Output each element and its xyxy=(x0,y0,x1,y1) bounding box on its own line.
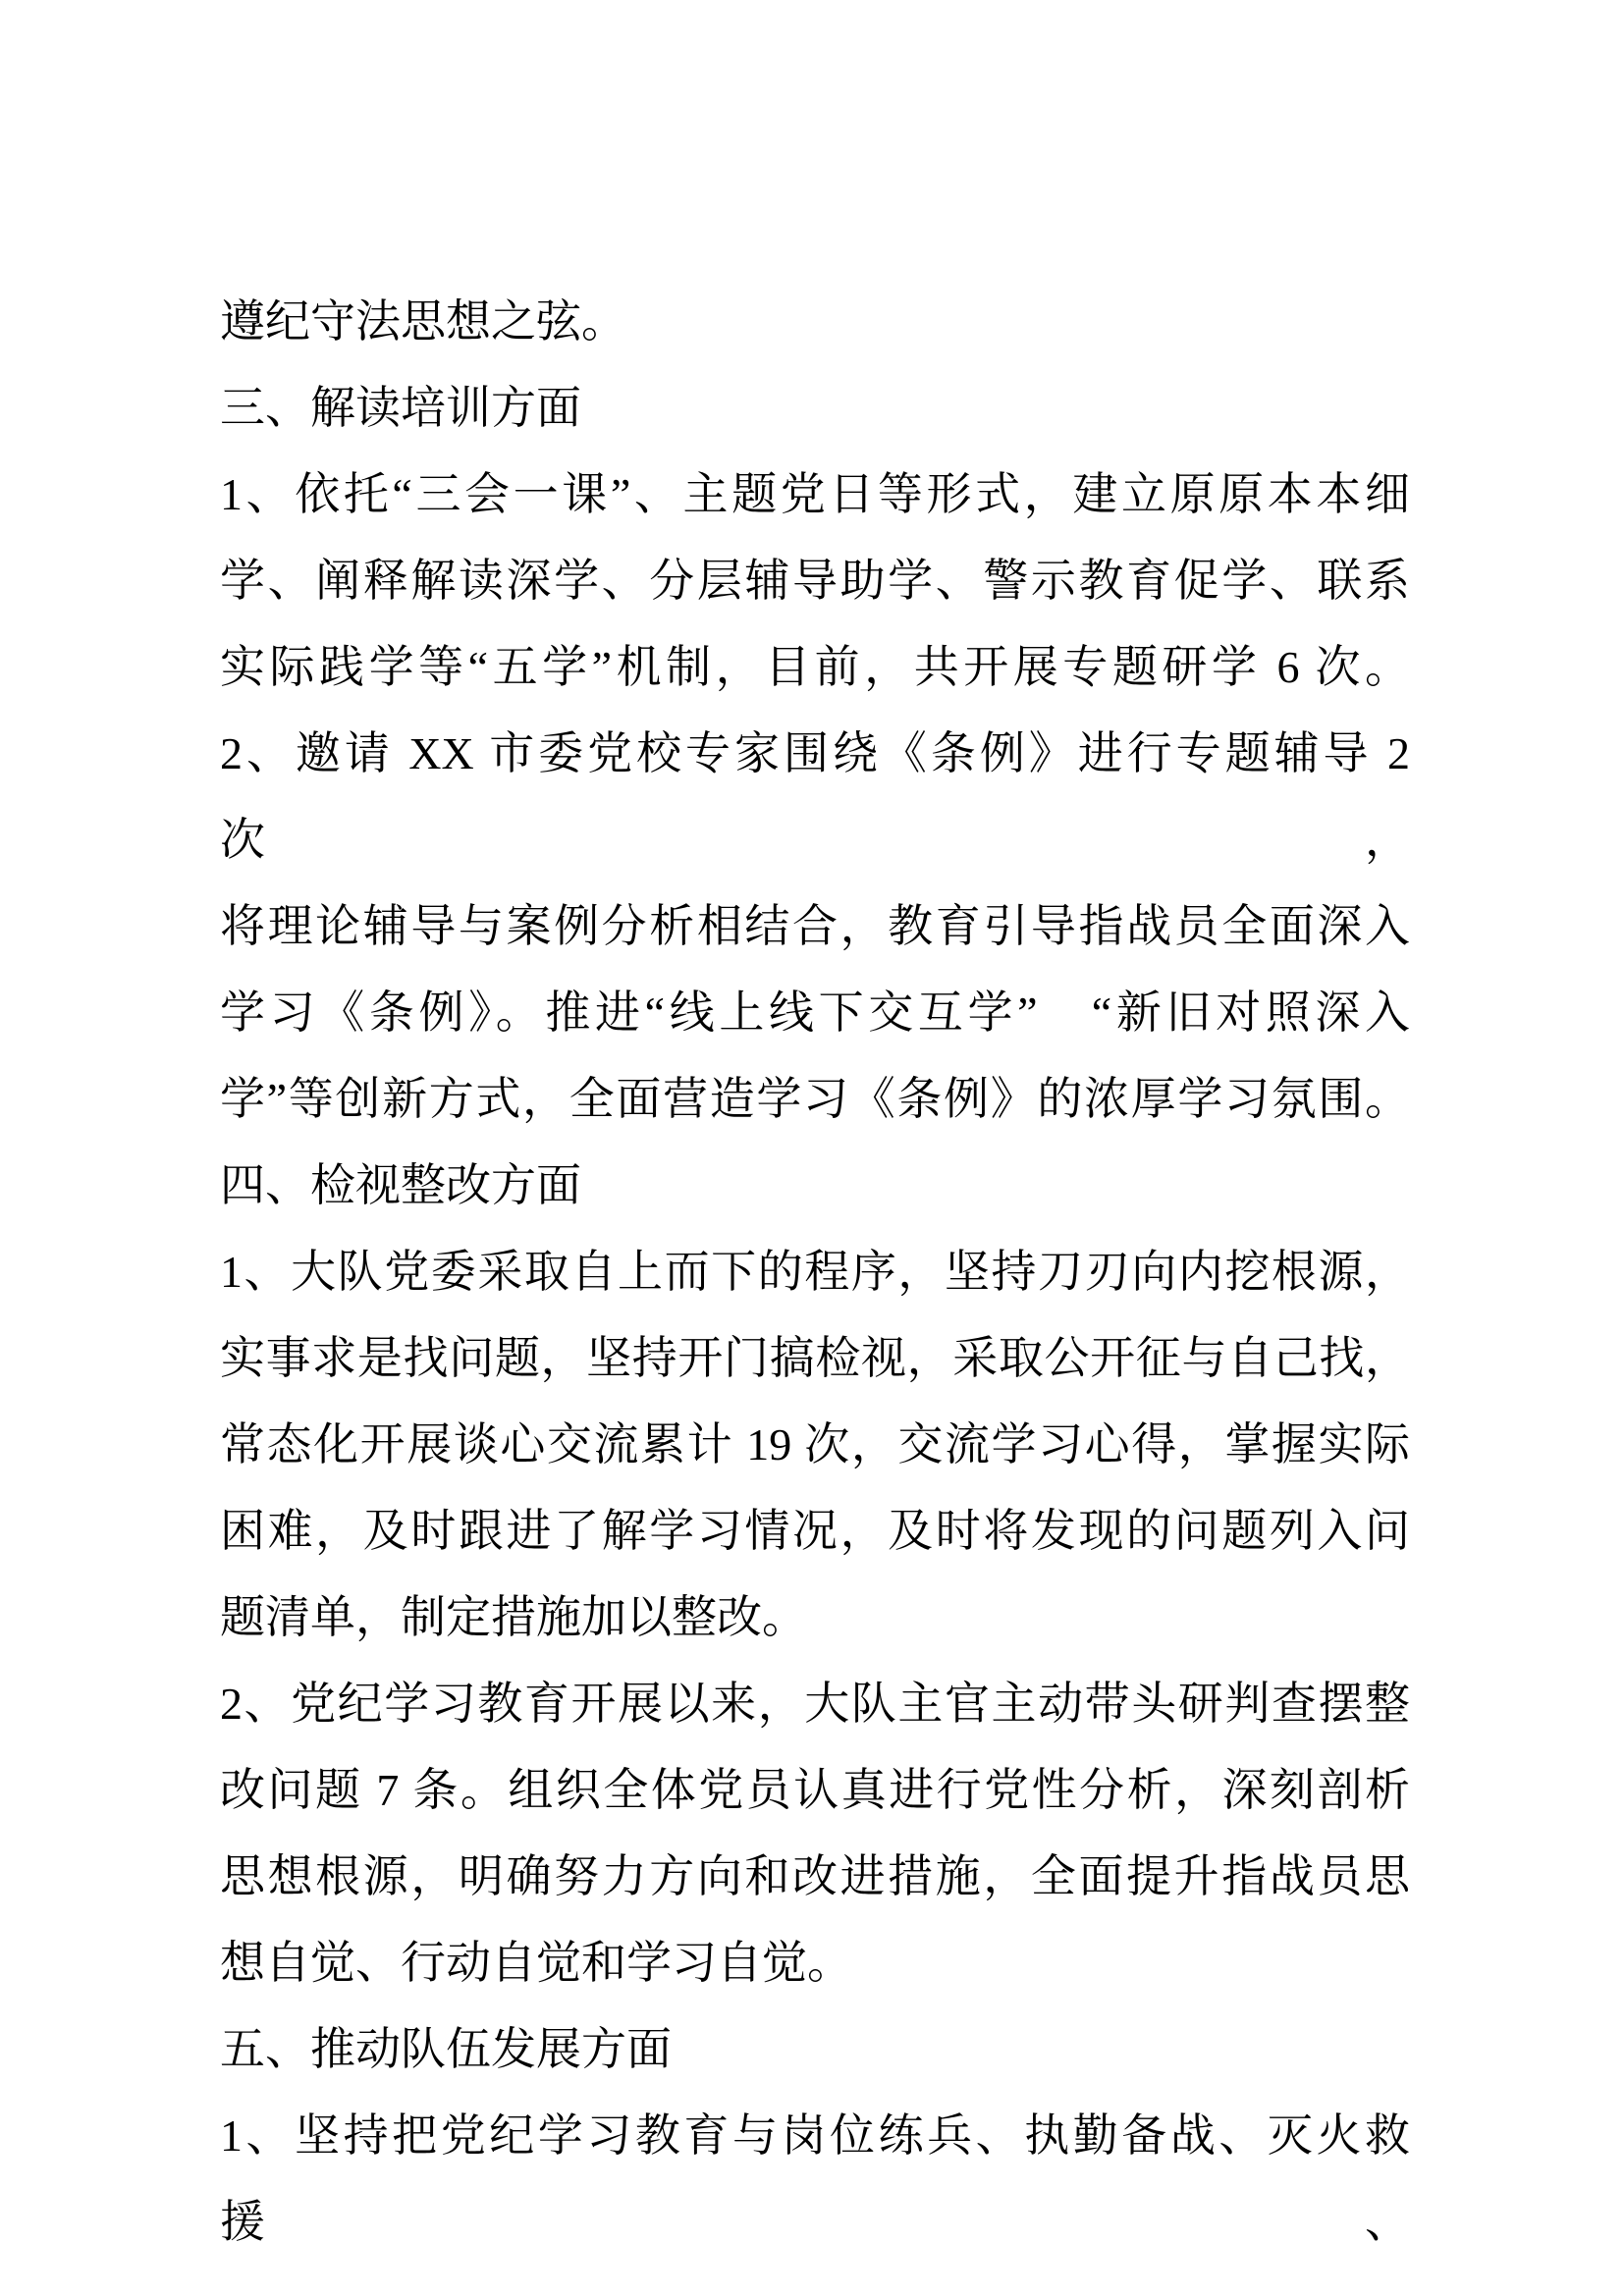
document-text-block xyxy=(220,279,1410,2266)
text-line: 改问题 7 条。组织全体党员认真进行党性分析，深刻剖析 xyxy=(220,1765,1410,1815)
text-line: 常态化开展谈心交流累计 19 次，交流学习心得，掌握实际 xyxy=(220,1419,1410,1469)
text-line: 实事求是找问题，坚持开门搞检视，采取公开征与自己找， xyxy=(220,1333,1410,1383)
text-line: 思想根源，明确努力方向和改进措施，全面提升指战员思 xyxy=(220,1851,1410,1901)
text-line: 学习《条例》。推进“线上线下交互学” “新旧对照深入 xyxy=(220,988,1410,1038)
text-line: 遵纪守法思想之弦。 xyxy=(220,296,626,347)
text-line: 将理论辅导与案例分析相结合，教育引导指战员全面深入 xyxy=(220,901,1410,951)
text-line: 学、阐释解读深学、分层辅导助学、警示教育促学、联系 xyxy=(220,556,1410,606)
text-line: 2、邀请 XX 市委党校专家围绕《条例》进行专题辅导 2 次， xyxy=(220,728,1410,865)
section-heading: 三、解读培训方面 xyxy=(220,383,581,433)
section-heading: 四、检视整改方面 xyxy=(220,1160,581,1210)
text-line: 1、坚持把党纪学习教育与岗位练兵、执勤备战、灭火救援、 xyxy=(220,2110,1410,2247)
text-line: 想自觉、行动自觉和学习自觉。 xyxy=(220,1938,852,1988)
text-line: 2、党纪学习教育开展以来，大队主官主动带头研判查摆整 xyxy=(220,1679,1410,1729)
text-line: 1、大队党委采取自上而下的程序，坚持刀刃向内挖根源， xyxy=(220,1247,1410,1297)
text-line: 1、依托“三会一课”、主题党日等形式，建立原原本本细 xyxy=(220,469,1410,519)
section-heading: 五、推动队伍发展方面 xyxy=(220,2024,672,2074)
text-line: 实际践学等“五学”机制，目前，共开展专题研学 6 次。 xyxy=(220,642,1410,692)
text-line: 学”等创新方式，全面营造学习《条例》的浓厚学习氛围。 xyxy=(220,1074,1410,1124)
text-line: 困难，及时跟进了解学习情况，及时将发现的问题列入问 xyxy=(220,1506,1410,1556)
text-line: 题清单，制定措施加以整改。 xyxy=(220,1592,807,1642)
